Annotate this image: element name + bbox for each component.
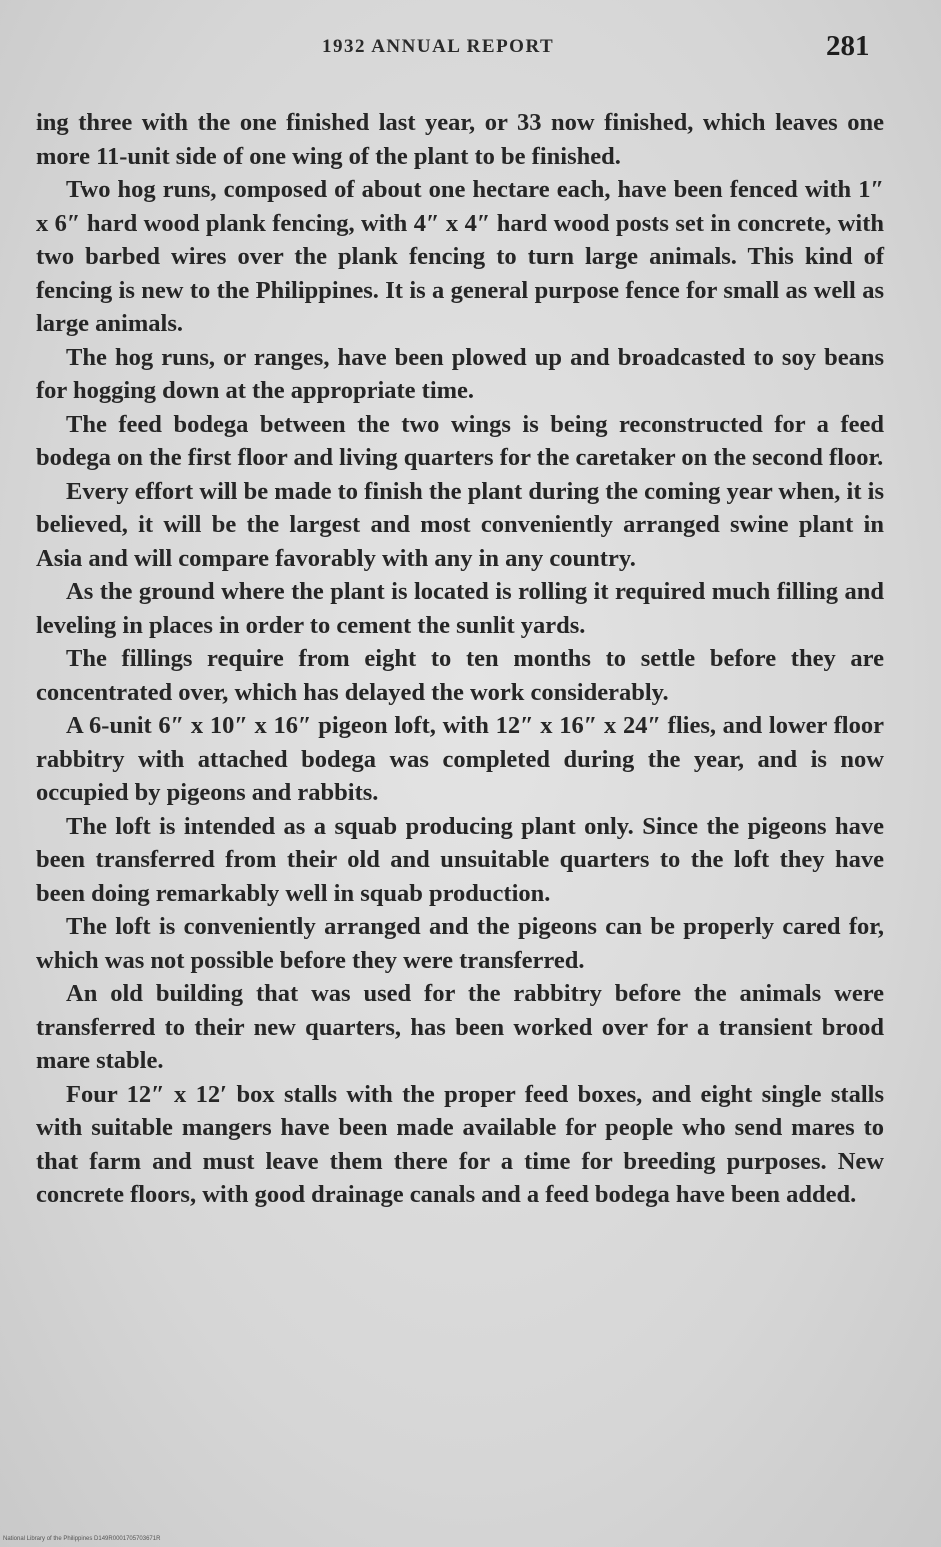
paragraph-finish-plant: Every effort will be made to finish the plant during the coming year when, it is believed, it will be the largest and most conveniently arranged swine plant in Asia and will compare favorably with any in any country. bbox=[36, 477, 884, 572]
paragraph-old-building: An old building that was used for the rabbitry before the animals were transferred to their new quarters, has been worked over for a transient brood mare stable. bbox=[36, 980, 884, 1074]
footer-credit: National Library of the Philippines D149R0001705703671R bbox=[3, 1536, 161, 1542]
body-text bbox=[36, 106, 884, 1212]
running-title: 1932 ANNUAL REPORT bbox=[322, 36, 555, 57]
paragraph-loft-arranged: The loft is conveniently arranged and the pigeons can be properly cared for, which was not possible before they were transferred. bbox=[36, 913, 884, 974]
paragraph-pigeon-loft: A 6-unit 6″ x 10″ x 16″ pigeon loft, with 12″ x 16″ x 24″ flies, and lower floor rabbitry with attached bodega was completed during the year, and is now occupied by pigeons and rabbits. bbox=[36, 712, 884, 806]
page-number: 281 bbox=[826, 30, 870, 62]
paragraph-feed-bodega: The feed bodega between the two wings is being reconstructed for a feed bodega on the first floor and living quarters for the caretaker on the second floor. bbox=[36, 410, 884, 471]
paragraph-hog-runs-fencing: Two hog runs, composed of about one hectare each, have been fenced with 1″ x 6″ hard wood plank fencing, with 4″ x 4″ hard wood posts set in concrete, with two barbed wires over the plank fencing to turn large animals. This kind of fencing is new to the Philippines. It is a general purpose fence for small as well as large animals. bbox=[36, 176, 884, 337]
paragraph-ground-rolling: As the ground where the plant is located is rolling it required much filling and leveling in places in order to cement the sunlit yards. bbox=[36, 578, 884, 639]
paragraph-box-stalls: Four 12″ x 12′ box stalls with the proper feed boxes, and eight single stalls with suitable mangers have been made available for people who send mares to that farm and must leave them there for a time for breeding purposes. New concrete floors, with good drainage canals and a feed bodega have been added. bbox=[36, 1080, 884, 1208]
paragraph-fillings: The fillings require from eight to ten months to settle before they are concentrated over, which has delayed the work considerably. bbox=[36, 645, 884, 706]
paragraph-squab-plant: The loft is intended as a squab producing plant only. Since the pigeons have been transferred from their old and unsuitable quarters to the loft they have been doing remarkably well in squab production. bbox=[36, 812, 884, 907]
page-header bbox=[0, 30, 941, 70]
paragraph-continuation: ing three with the one finished last year, or 33 now finished, which leaves one more 11-unit side of one wing of the plant to be finished. bbox=[36, 109, 884, 170]
paragraph-hog-runs-plowed: The hog runs, or ranges, have been plowed up and broadcasted to soy beans for hogging down at the appropriate time. bbox=[36, 343, 884, 404]
